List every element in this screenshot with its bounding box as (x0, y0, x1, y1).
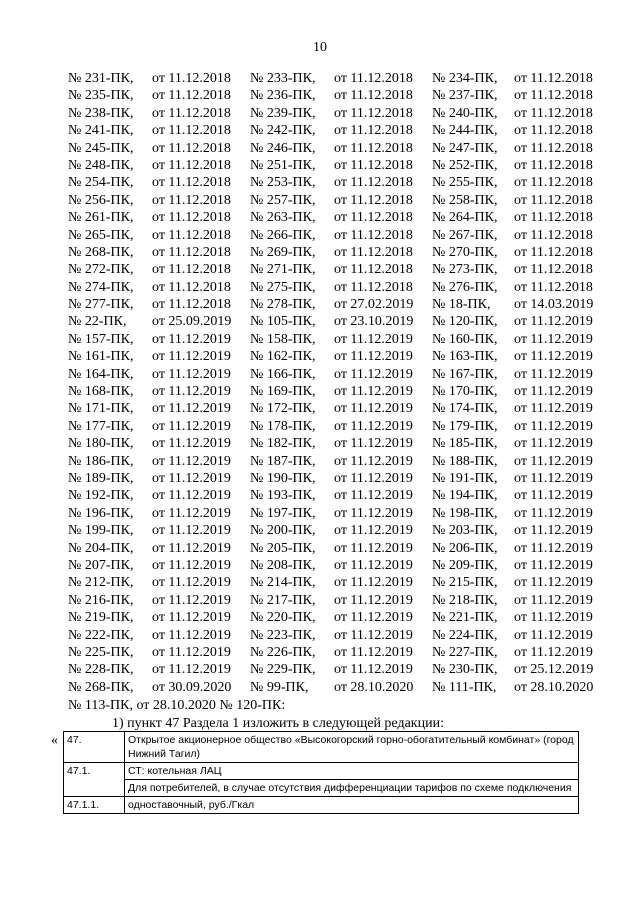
resolution-number: № 224-ПК, (432, 627, 498, 643)
resolution-date: от 11.12.2019 (334, 488, 413, 504)
resolution-date: от 11.12.2018 (334, 105, 413, 121)
resolution-date: от 11.12.2018 (152, 175, 231, 191)
resolution-date: от 11.12.2018 (514, 88, 593, 104)
resolution-date: от 11.12.2018 (514, 227, 593, 243)
resolution-number: № 197-ПК, (250, 505, 316, 521)
resolution-number: № 105-ПК, (250, 314, 316, 330)
resolution-number: № 277-ПК, (68, 297, 134, 313)
resolution-number: № 111-ПК, (432, 679, 497, 695)
resolution-number: № 163-ПК, (432, 349, 498, 365)
resolution-number: № 269-ПК, (250, 244, 316, 260)
resolution-number: № 218-ПК, (432, 592, 498, 608)
resolution-number: № 268-ПК, (68, 244, 134, 260)
resolution-number: № 228-ПК, (68, 662, 134, 678)
resolution-date: от 11.12.2019 (514, 366, 593, 382)
list-row (0, 383, 640, 400)
resolution-date: от 11.12.2019 (334, 644, 413, 660)
resolution-date: от 11.12.2019 (334, 505, 413, 521)
resolution-number: № 221-ПК, (432, 610, 498, 626)
list-row (0, 627, 640, 644)
resolution-date: от 11.12.2019 (152, 505, 231, 521)
resolution-number: № 272-ПК, (68, 262, 134, 278)
resolution-date: от 11.12.2018 (334, 123, 413, 139)
resolution-number: № 236-ПК, (250, 88, 316, 104)
list-row (0, 105, 640, 122)
resolution-date: от 11.12.2019 (334, 575, 413, 591)
resolution-number: № 180-ПК, (68, 436, 134, 452)
list-row (0, 435, 640, 452)
resolution-number: № 198-ПК, (432, 505, 498, 521)
resolution-number: № 229-ПК, (250, 662, 316, 678)
resolution-number: № 244-ПК, (432, 123, 498, 139)
resolution-date: от 11.12.2019 (514, 418, 593, 434)
resolution-number: № 252-ПК, (432, 157, 498, 173)
resolution-date: от 11.12.2019 (514, 575, 593, 591)
resolution-date: от 11.12.2018 (152, 210, 231, 226)
resolution-number: № 217-ПК, (250, 592, 316, 608)
table-cell-text: СТ: котельная ЛАЦ (125, 763, 579, 780)
resolution-number: № 237-ПК, (432, 88, 498, 104)
resolution-date: от 11.12.2018 (152, 105, 231, 121)
resolution-date: от 11.12.2018 (334, 210, 413, 226)
list-row (0, 261, 640, 278)
list-row (0, 487, 640, 504)
table-cell-subtext: Для потребителей, в случае отсутствия дифференциации тарифов по схеме подключения (125, 780, 579, 797)
resolution-date: от 11.12.2018 (334, 192, 413, 208)
resolution-number: № 164-ПК, (68, 366, 134, 382)
resolution-number: № 212-ПК, (68, 575, 134, 591)
list-row (0, 505, 640, 522)
resolution-date: от 11.12.2018 (152, 244, 231, 260)
resolution-number: № 275-ПК, (250, 279, 316, 295)
resolution-date: от 11.12.2019 (334, 384, 413, 400)
resolution-date: от 11.12.2019 (334, 436, 413, 452)
list-row (0, 557, 640, 574)
resolution-date: от 11.12.2019 (514, 488, 593, 504)
list-last-line: № 113-ПК, от 28.10.2020 № 120-ПК: (68, 698, 286, 713)
list-row (0, 574, 640, 591)
resolution-number: № 204-ПК, (68, 540, 134, 556)
resolution-date: от 11.12.2018 (152, 88, 231, 104)
resolution-number: № 263-ПК, (250, 210, 316, 226)
list-row (0, 592, 640, 609)
resolution-number: № 22-ПК, (68, 314, 127, 330)
resolution-date: от 11.12.2019 (334, 349, 413, 365)
opening-quote: « (51, 733, 58, 748)
resolution-date: от 11.12.2019 (514, 384, 593, 400)
resolution-number: № 194-ПК, (432, 488, 498, 504)
resolution-date: от 11.12.2018 (334, 140, 413, 156)
resolution-date: от 11.12.2019 (152, 470, 231, 486)
resolution-date: от 11.12.2018 (334, 279, 413, 295)
list-row (0, 540, 640, 557)
resolution-date: от 11.12.2018 (514, 71, 593, 86)
resolution-date: от 11.12.2019 (514, 592, 593, 608)
resolution-date: от 11.12.2018 (334, 71, 413, 86)
resolution-number: № 18-ПК, (432, 297, 491, 313)
resolution-number: № 235-ПК, (68, 88, 134, 104)
resolution-number: № 261-ПК, (68, 210, 134, 226)
resolution-number: № 214-ПК, (250, 575, 316, 591)
table-row (64, 763, 579, 780)
page-number: 10 (313, 40, 327, 55)
resolution-number: № 215-ПК, (432, 575, 498, 591)
resolution-date: от 11.12.2019 (514, 557, 593, 573)
resolution-number: № 234-ПК, (432, 71, 498, 86)
list-row (0, 174, 640, 191)
resolution-date: от 11.12.2018 (514, 210, 593, 226)
resolution-date: от 11.12.2019 (152, 401, 231, 417)
resolution-number: № 161-ПК, (68, 349, 134, 365)
resolution-date: от 11.12.2019 (514, 436, 593, 452)
resolution-number: № 209-ПК, (432, 557, 498, 573)
resolution-date: от 11.12.2019 (514, 349, 593, 365)
resolution-date: от 11.12.2019 (152, 523, 231, 539)
resolution-date: от 11.12.2018 (514, 262, 593, 278)
resolution-date: от 11.12.2018 (152, 262, 231, 278)
resolution-date: от 11.12.2019 (514, 505, 593, 521)
resolution-date: от 11.12.2019 (334, 592, 413, 608)
resolution-date: от 11.12.2019 (514, 540, 593, 556)
resolution-number: № 160-ПК, (432, 331, 498, 347)
resolution-date: от 11.12.2018 (152, 227, 231, 243)
list-row (0, 122, 640, 139)
list-row (0, 661, 640, 678)
resolution-number: № 241-ПК, (68, 123, 134, 139)
resolution-number: № 189-ПК, (68, 470, 134, 486)
resolution-date: от 11.12.2018 (334, 88, 413, 104)
table-cell-text: Открытое акционерное общество «Высокогорский горно-обогатительный комбинат» (город Нижний Тагил) (125, 732, 579, 763)
resolution-number: № 253-ПК, (250, 175, 316, 191)
resolution-date: от 11.12.2018 (334, 175, 413, 191)
resolution-date: от 11.12.2018 (152, 157, 231, 173)
resolution-number: № 192-ПК, (68, 488, 134, 504)
resolution-date: от 11.12.2018 (152, 71, 231, 86)
resolution-number: № 171-ПК, (68, 401, 134, 417)
resolution-number: № 169-ПК, (250, 384, 316, 400)
resolution-number: № 274-ПК, (68, 279, 134, 295)
resolution-number: № 231-ПК, (68, 71, 134, 86)
resolution-number: № 193-ПК, (250, 488, 316, 504)
resolution-date: от 23.10.2019 (334, 314, 414, 330)
resolution-date: от 11.12.2019 (152, 349, 231, 365)
resolution-date: от 14.03.2019 (514, 297, 594, 313)
resolution-date: от 11.12.2019 (152, 436, 231, 452)
resolution-number: № 245-ПК, (68, 140, 134, 156)
resolution-number: № 188-ПК, (432, 453, 498, 469)
resolution-date: от 11.12.2019 (334, 453, 413, 469)
resolution-date: от 11.12.2019 (152, 627, 231, 643)
resolution-number: № 223-ПК, (250, 627, 316, 643)
resolution-date: от 11.12.2018 (514, 279, 593, 295)
list-row (0, 296, 640, 313)
resolution-number: № 254-ПК, (68, 175, 134, 191)
list-row (0, 400, 640, 417)
resolution-date: от 11.12.2019 (334, 331, 413, 347)
resolution-date: от 11.12.2019 (334, 557, 413, 573)
resolution-date: от 11.12.2019 (152, 575, 231, 591)
resolution-date: от 11.12.2019 (514, 470, 593, 486)
resolution-number: № 190-ПК, (250, 470, 316, 486)
list-row (0, 679, 640, 696)
resolution-date: от 11.12.2019 (152, 662, 231, 678)
resolution-date: от 11.12.2018 (334, 227, 413, 243)
resolution-date: от 11.12.2019 (152, 644, 231, 660)
resolution-number: № 170-ПК, (432, 384, 498, 400)
resolution-number: № 276-ПК, (432, 279, 498, 295)
list-row (0, 209, 640, 226)
resolution-number: № 239-ПК, (250, 105, 316, 121)
resolution-number: № 242-ПК, (250, 123, 316, 139)
resolution-number: № 220-ПК, (250, 610, 316, 626)
resolution-date: от 11.12.2018 (334, 157, 413, 173)
resolution-date: от 11.12.2019 (152, 453, 231, 469)
resolution-number: № 256-ПК, (68, 192, 134, 208)
resolution-number: № 187-ПК, (250, 453, 316, 469)
resolution-date: от 25.12.2019 (514, 662, 594, 678)
resolution-number: № 186-ПК, (68, 453, 134, 469)
resolution-number: № 257-ПК, (250, 192, 316, 208)
resolution-number: № 120-ПК, (432, 314, 498, 330)
resolution-number: № 251-ПК, (250, 157, 316, 173)
resolution-date: от 11.12.2019 (514, 401, 593, 417)
resolution-number: № 226-ПК, (250, 644, 316, 660)
list-row (0, 244, 640, 261)
resolution-date: от 11.12.2018 (514, 157, 593, 173)
resolution-date: от 11.12.2019 (152, 592, 231, 608)
list-row (0, 87, 640, 104)
tariff-table (63, 731, 579, 814)
resolution-date: от 11.12.2019 (152, 331, 231, 347)
list-row (0, 140, 640, 157)
resolution-date: от 11.12.2019 (514, 331, 593, 347)
resolution-date: от 27.02.2019 (334, 297, 414, 313)
list-row (0, 348, 640, 365)
table-row (64, 780, 579, 797)
table-cell-code: 47.1. (64, 763, 125, 797)
resolution-number: № 168-ПК, (68, 384, 134, 400)
resolution-number: № 208-ПК, (250, 557, 316, 573)
resolution-date: от 25.09.2019 (152, 314, 232, 330)
resolution-number: № 230-ПК, (432, 662, 498, 678)
resolution-number: № 265-ПК, (68, 227, 134, 243)
table-cell-code: 47. (64, 732, 125, 763)
resolution-number: № 233-ПК, (250, 71, 316, 86)
resolution-number: № 273-ПК, (432, 262, 498, 278)
resolution-date: от 11.12.2019 (514, 610, 593, 626)
resolution-date: от 11.12.2018 (514, 244, 593, 260)
resolution-number: № 267-ПК, (432, 227, 498, 243)
resolution-list (0, 70, 640, 696)
resolution-number: № 205-ПК, (250, 540, 316, 556)
resolution-date: от 11.12.2019 (152, 418, 231, 434)
resolution-date: от 11.12.2019 (514, 453, 593, 469)
resolution-number: № 179-ПК, (432, 418, 498, 434)
resolution-date: от 11.12.2018 (514, 123, 593, 139)
amendment-item: 1) пункт 47 Раздела 1 изложить в следующей редакции: (112, 716, 444, 731)
list-row (0, 157, 640, 174)
resolution-number: № 167-ПК, (432, 366, 498, 382)
resolution-number: № 158-ПК, (250, 331, 316, 347)
resolution-date: от 11.12.2018 (152, 192, 231, 208)
resolution-number: № 238-ПК, (68, 105, 134, 121)
resolution-number: № 166-ПК, (250, 366, 316, 382)
resolution-date: от 11.12.2019 (514, 644, 593, 660)
resolution-number: № 248-ПК, (68, 157, 134, 173)
resolution-date: от 11.12.2019 (152, 540, 231, 556)
resolution-date: от 11.12.2019 (334, 366, 413, 382)
resolution-date: от 11.12.2019 (152, 366, 231, 382)
resolution-number: № 199-ПК, (68, 523, 134, 539)
resolution-date: от 11.12.2018 (334, 244, 413, 260)
resolution-number: № 266-ПК, (250, 227, 316, 243)
resolution-date: от 11.12.2019 (152, 488, 231, 504)
resolution-number: № 255-ПК, (432, 175, 498, 191)
resolution-number: № 264-ПК, (432, 210, 498, 226)
resolution-number: № 278-ПК, (250, 297, 316, 313)
resolution-date: от 11.12.2018 (152, 297, 231, 313)
table-cell-text: одноставочный, руб./Гкал (125, 797, 579, 814)
resolution-number: № 225-ПК, (68, 644, 134, 660)
resolution-date: от 11.12.2018 (152, 123, 231, 139)
resolution-number: № 258-ПК, (432, 192, 498, 208)
resolution-date: от 28.10.2020 (514, 679, 594, 695)
resolution-date: от 11.12.2019 (514, 523, 593, 539)
resolution-number: № 227-ПК, (432, 644, 498, 660)
resolution-date: от 11.12.2019 (334, 523, 413, 539)
resolution-number: № 222-ПК, (68, 627, 134, 643)
resolution-number: № 203-ПК, (432, 523, 498, 539)
resolution-number: № 191-ПК, (432, 470, 498, 486)
list-row (0, 366, 640, 383)
list-row (0, 453, 640, 470)
list-row (0, 418, 640, 435)
resolution-date: от 11.12.2019 (334, 662, 413, 678)
resolution-date: от 11.12.2018 (152, 279, 231, 295)
resolution-number: № 271-ПК, (250, 262, 316, 278)
resolution-date: от 11.12.2019 (334, 540, 413, 556)
resolution-number: № 200-ПК, (250, 523, 316, 539)
resolution-number: № 99-ПК, (250, 679, 309, 695)
resolution-date: от 11.12.2019 (334, 470, 413, 486)
list-row (0, 331, 640, 348)
table-row (64, 797, 579, 814)
table-cell-code: 47.1.1. (64, 797, 125, 814)
resolution-date: от 11.12.2019 (514, 627, 593, 643)
resolution-number: № 178-ПК, (250, 418, 316, 434)
resolution-number: № 268-ПК, (68, 679, 134, 695)
resolution-number: № 157-ПК, (68, 331, 134, 347)
resolution-number: № 207-ПК, (68, 557, 134, 573)
list-row (0, 279, 640, 296)
resolution-date: от 11.12.2018 (514, 105, 593, 121)
resolution-number: № 182-ПК, (250, 436, 316, 452)
resolution-date: от 11.12.2019 (334, 627, 413, 643)
list-row (0, 313, 640, 330)
resolution-date: от 28.10.2020 (334, 679, 414, 695)
resolution-date: от 11.12.2018 (514, 175, 593, 191)
resolution-date: от 11.12.2019 (334, 610, 413, 626)
list-row (0, 227, 640, 244)
list-row (0, 609, 640, 626)
resolution-date: от 11.12.2018 (152, 140, 231, 156)
resolution-date: от 11.12.2018 (514, 192, 593, 208)
resolution-number: № 185-ПК, (432, 436, 498, 452)
resolution-number: № 240-ПК, (432, 105, 498, 121)
resolution-date: от 11.12.2019 (152, 557, 231, 573)
resolution-date: от 11.12.2019 (152, 384, 231, 400)
resolution-date: от 11.12.2019 (152, 610, 231, 626)
list-row (0, 192, 640, 209)
resolution-number: № 206-ПК, (432, 540, 498, 556)
resolution-date: от 11.12.2019 (334, 418, 413, 434)
list-row (0, 70, 640, 87)
resolution-date: от 30.09.2020 (152, 679, 232, 695)
resolution-number: № 162-ПК, (250, 349, 316, 365)
resolution-number: № 196-ПК, (68, 505, 134, 521)
resolution-number: № 216-ПК, (68, 592, 134, 608)
resolution-number: № 174-ПК, (432, 401, 498, 417)
table-row (64, 732, 579, 763)
resolution-number: № 247-ПК, (432, 140, 498, 156)
resolution-number: № 172-ПК, (250, 401, 316, 417)
list-row (0, 470, 640, 487)
resolution-number: № 177-ПК, (68, 418, 134, 434)
list-row (0, 644, 640, 661)
resolution-number: № 246-ПК, (250, 140, 316, 156)
resolution-date: от 11.12.2019 (334, 401, 413, 417)
resolution-number: № 219-ПК, (68, 610, 134, 626)
resolution-number: № 270-ПК, (432, 244, 498, 260)
resolution-date: от 11.12.2018 (334, 262, 413, 278)
list-row (0, 522, 640, 539)
resolution-date: от 11.12.2018 (514, 140, 593, 156)
resolution-date: от 11.12.2019 (514, 314, 593, 330)
